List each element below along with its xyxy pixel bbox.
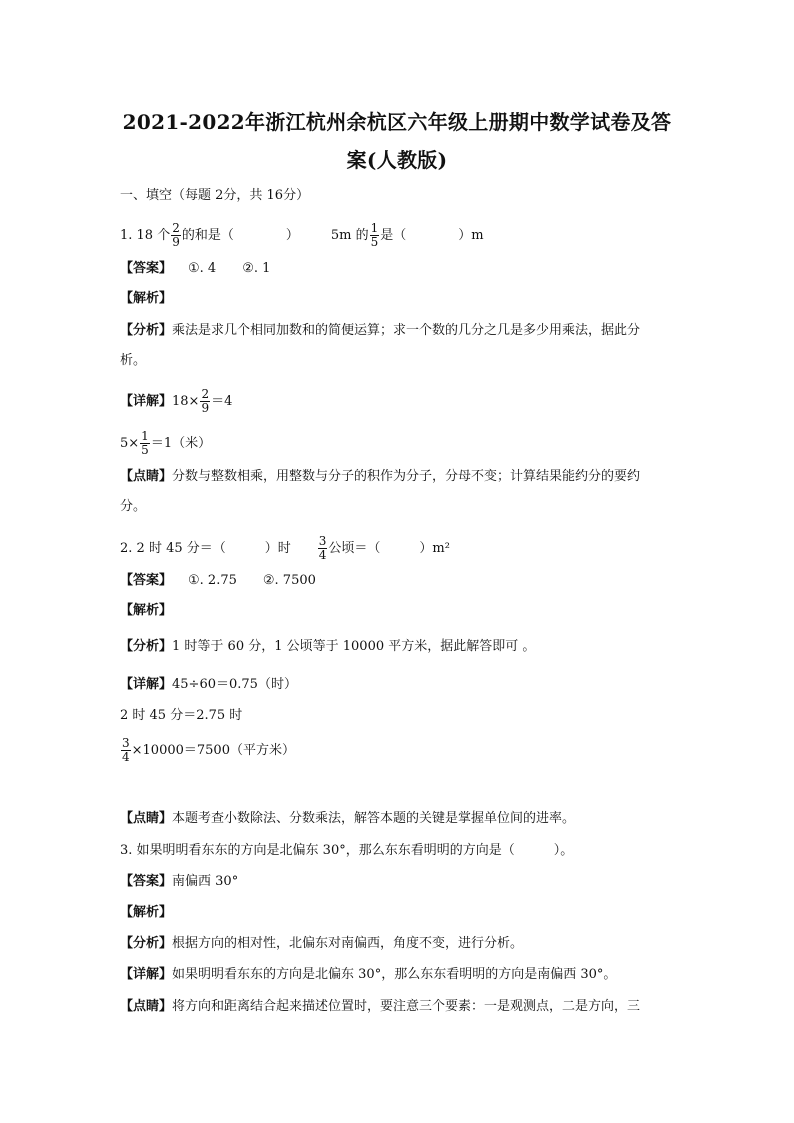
q1-xiangjie-fraction-1: $\frac{2}{9}$ bbox=[201, 387, 210, 415]
q2-xiangjie-fraction: $\frac{3}{4}$ bbox=[122, 736, 130, 764]
q2-dianjing: 【点睛】本题考查小数除法、分数乘法，解答本题的关键是掌握单位间的进率。 bbox=[120, 811, 576, 826]
q3-dianjing: 【点睛】将方向和距离结合起来描述位置时，要注意三个要素：一是观测点，二是方向，三 bbox=[120, 999, 641, 1014]
dianjing-tag: 【点睛】 bbox=[120, 469, 173, 484]
q3-xiangjie: 【详解】如果明明看东东的方向是北偏东 30°，那么东东看明明的方向是南偏西 30°。 bbox=[120, 967, 617, 982]
q1-xiangjie-1: 【详解】18× $\frac{2}{9}$ ＝4 bbox=[120, 387, 233, 415]
q1-xiangjie-fraction-2: $\frac{1}{5}$ bbox=[141, 429, 149, 457]
q1-dianjing-cont: 分。 bbox=[120, 499, 147, 514]
document-title-line-1: 2021-2022年浙江杭州余杭区六年级上册期中数学试卷及答 bbox=[122, 110, 672, 134]
q1-text-a: 1. 18 个 bbox=[120, 228, 171, 243]
q2-xiangjie-1: 【详解】45÷60＝0.75（时） bbox=[120, 677, 297, 692]
q1-text-b: 的和是（ ） bbox=[181, 228, 299, 243]
section-heading: 一、填空（每题 2分，共 16分） bbox=[120, 188, 310, 203]
answer-tag: 【答案】 bbox=[120, 261, 173, 276]
q1-dianjing: 【点睛】分数与整数相乘，用整数与分子的积作为分子，分母不变；计算结果能约分的要约 bbox=[120, 469, 641, 484]
q1-fraction-a: $\frac{2}{9}$ bbox=[172, 221, 180, 249]
q2-xiangjie-3: $\frac{3}{4}$ ×10000＝7500（平方米） bbox=[122, 736, 295, 764]
q2-xiangjie-2: 2 时 45 分＝2.75 时 bbox=[120, 708, 243, 723]
q1-answer bbox=[120, 260, 270, 278]
q1-fenxi-cont: 析。 bbox=[120, 353, 147, 368]
q3-answer: 【答案】南偏西 30° bbox=[120, 874, 239, 889]
q3-fenxi: 【分析】根据方向的相对性，北偏东对南偏西，角度不变，进行分析。 bbox=[120, 936, 524, 951]
q1-text-d: 是（ ）m bbox=[380, 228, 484, 243]
question-2 bbox=[120, 535, 450, 562]
q1-answer-value: ①. 4 ②. 1 bbox=[188, 261, 271, 276]
q2-text-b: 公顷＝（ ）m² bbox=[328, 541, 450, 556]
q3-analysis-heading: 【解析】 bbox=[120, 905, 173, 920]
q2-text-a: 2. 2 时 45 分＝（ ）时 bbox=[120, 541, 291, 556]
xiangjie-tag: 【详解】 bbox=[120, 394, 173, 409]
q2-analysis-heading: 【解析】 bbox=[120, 603, 173, 618]
q2-answer-value: ①. 2.75 ②. 7500 bbox=[188, 573, 316, 588]
q1-analysis-heading: 【解析】 bbox=[120, 291, 173, 306]
document-title-line-2: 案(人教版) bbox=[346, 148, 448, 172]
question-1 bbox=[120, 222, 484, 249]
q1-fraction-b: $\frac{1}{5}$ bbox=[370, 221, 379, 249]
q2-fraction-a: $\frac{3}{4}$ bbox=[318, 534, 327, 562]
q1-text-c: 5m 的 bbox=[330, 228, 369, 243]
question-3: 3. 如果明明看东东的方向是北偏东 30°，那么东东看明明的方向是（ ）。 bbox=[120, 843, 574, 858]
q3-answer-value: 南偏西 30° bbox=[172, 874, 239, 889]
fenxi-tag: 【分析】 bbox=[120, 323, 173, 338]
q1-xiangjie-2: 5× $\frac{1}{5}$ ＝1（米） bbox=[120, 429, 212, 457]
q2-fenxi: 【分析】1 时等于 60 分，1 公顷等于 10000 平方米，据此解答即可 。 bbox=[120, 639, 536, 654]
q1-fenxi: 【分析】乘法是求几个相同加数和的简便运算；求一个数的几分之几是多少用乘法，据此分 bbox=[120, 323, 641, 338]
q2-answer: 【答案】 ①. 2.75 ②. 7500 bbox=[120, 573, 316, 588]
